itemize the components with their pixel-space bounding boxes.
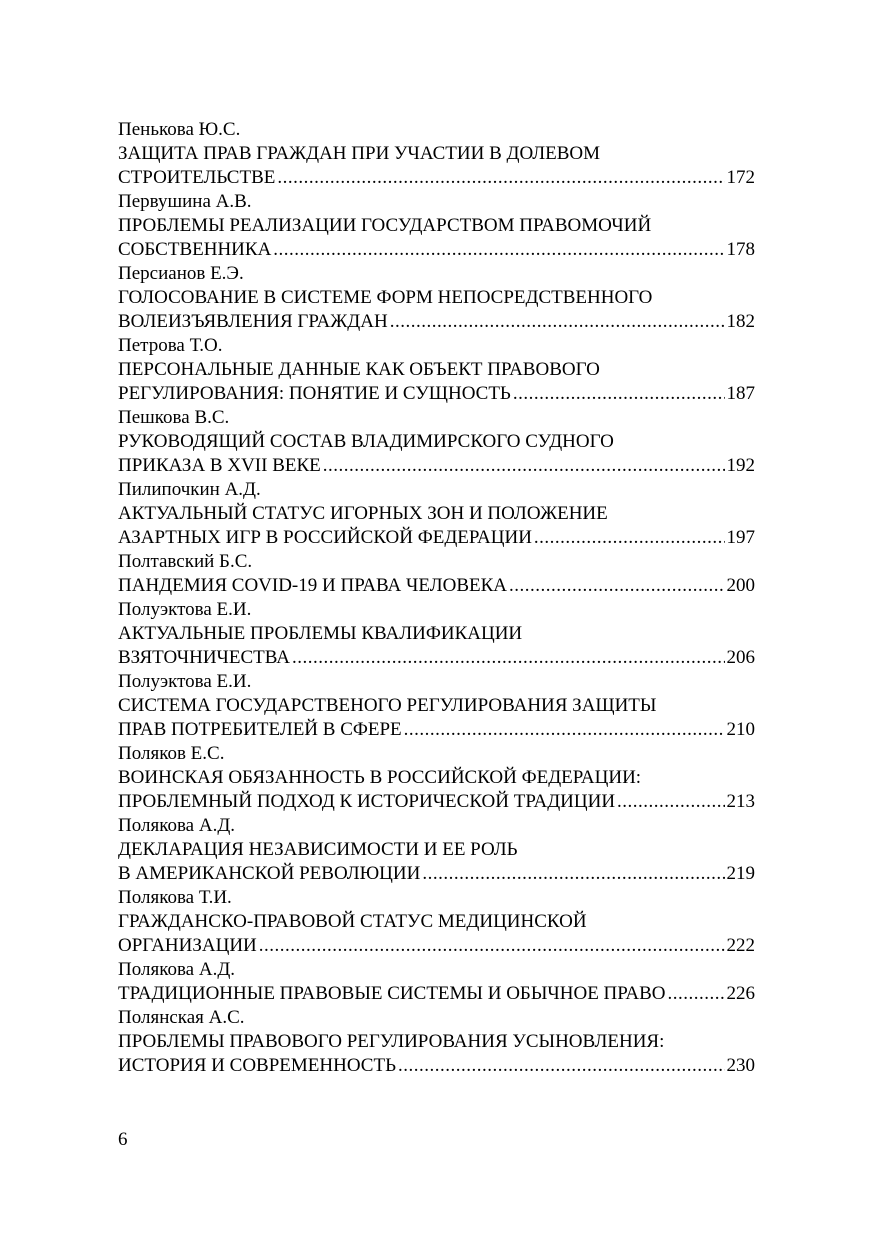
toc-entry-title-line: ЗАЩИТА ПРАВ ГРАЖДАН ПРИ УЧАСТИИ В ДОЛЕВОМ — [118, 143, 601, 164]
toc-entry-title-last-line — [118, 790, 755, 814]
toc-entry-title-last-line — [118, 862, 755, 886]
toc-entry[interactable] — [118, 886, 755, 958]
toc-entry-title-last-line — [118, 238, 755, 262]
toc-entry-page[interactable]: 226 — [726, 983, 755, 1004]
toc-entry-page[interactable]: 213 — [726, 791, 755, 812]
dot-leader — [534, 526, 725, 550]
toc-entry[interactable] — [118, 670, 755, 742]
dot-leader — [259, 934, 725, 958]
dot-leader — [668, 982, 725, 1006]
dot-leader — [617, 790, 724, 814]
toc-entry[interactable] — [118, 550, 755, 598]
toc-entry-page[interactable]: 187 — [726, 383, 755, 404]
toc-entry-title-text: СОБСТВЕННИКА — [118, 239, 272, 260]
toc-entry-author: Полтавский Б.С. — [118, 551, 253, 572]
dot-leader — [509, 574, 725, 598]
toc-entry-author: Пилипочкин А.Д. — [118, 479, 261, 500]
toc-entry-author: Пенькова Ю.С. — [118, 119, 241, 140]
dot-leader — [277, 166, 724, 190]
dot-leader — [273, 238, 724, 262]
toc-entry-title-text: РЕГУЛИРОВАНИЯ: ПОНЯТИЕ И СУЩНОСТЬ — [118, 383, 511, 404]
toc-entry-page[interactable]: 172 — [726, 167, 755, 188]
toc-entry-page[interactable]: 197 — [726, 527, 755, 548]
toc-entry-author: Поляков Е.С. — [118, 743, 225, 764]
toc-entry-page[interactable]: 210 — [726, 719, 755, 740]
toc-entry-page[interactable]: 230 — [726, 1055, 755, 1076]
toc-entry-title-last-line — [118, 574, 755, 598]
toc-entry-page[interactable]: 219 — [726, 863, 755, 884]
dot-leader — [404, 718, 725, 742]
toc-entry-author: Полякова А.Д. — [118, 815, 236, 836]
toc-entry-author: Полякова А.Д. — [118, 959, 236, 980]
toc-entry-title-line: ГОЛОСОВАНИЕ В СИСТЕМЕ ФОРМ НЕПОСРЕДСТВЕННОГО — [118, 287, 653, 308]
toc-entry-title-text: ИСТОРИЯ И СОВРЕМЕННОСТЬ — [118, 1055, 396, 1076]
toc-entry[interactable] — [118, 1006, 755, 1078]
toc-entry-author: Полуэктова Е.И. — [118, 671, 252, 692]
dot-leader — [398, 1054, 725, 1078]
toc-entry-title-line: АКТУАЛЬНЫЕ ПРОБЛЕМЫ КВАЛИФИКАЦИИ — [118, 623, 523, 644]
toc-entry-page[interactable]: 206 — [726, 647, 755, 668]
toc-entry[interactable] — [118, 334, 755, 406]
toc-entry[interactable] — [118, 406, 755, 478]
toc-entry[interactable] — [118, 478, 755, 550]
toc-entry-title-line: ПЕРСОНАЛЬНЫЕ ДАННЫЕ КАК ОБЪЕКТ ПРАВОВОГО — [118, 359, 600, 380]
toc-entry[interactable] — [118, 814, 755, 886]
dot-leader — [390, 310, 725, 334]
toc-entry[interactable] — [118, 118, 755, 190]
toc-entry-title-last-line — [118, 1054, 755, 1078]
toc-entry-title-text: ВОЛЕИЗЪЯВЛЕНИЯ ГРАЖДАН — [118, 311, 388, 332]
toc-entry[interactable] — [118, 190, 755, 262]
toc-entry-title-text: ТРАДИЦИОННЫЕ ПРАВОВЫЕ СИСТЕМЫ И ОБЫЧНОЕ ПРАВО — [118, 983, 666, 1004]
toc-entry-page[interactable]: 200 — [726, 575, 755, 596]
toc-entry-title-line: СИСТЕМА ГОСУДАРСТВЕНОГО РЕГУЛИРОВАНИЯ ЗАЩИТЫ — [118, 695, 657, 716]
dot-leader — [323, 454, 725, 478]
page-number: 6 — [118, 1129, 128, 1150]
toc-entry-title-text: ПРИКАЗА В XVII ВЕКЕ — [118, 455, 321, 476]
toc-entry[interactable] — [118, 958, 755, 1006]
toc-entry-page[interactable]: 222 — [726, 935, 755, 956]
toc-entry-title-line: ВОИНСКАЯ ОБЯЗАННОСТЬ В РОССИЙСКОЙ ФЕДЕРАЦИИ: — [118, 767, 642, 788]
toc-entry-title-text: ПАНДЕМИЯ COVID-19 И ПРАВА ЧЕЛОВЕКА — [118, 575, 507, 596]
toc-entry-title-last-line — [118, 646, 755, 670]
toc-entry-title-line: ПРОБЛЕМЫ ПРАВОВОГО РЕГУЛИРОВАНИЯ УСЫНОВЛЕНИЯ: — [118, 1031, 665, 1052]
toc-entry-title-line: РУКОВОДЯЩИЙ СОСТАВ ВЛАДИМИРСКОГО СУДНОГО — [118, 431, 614, 452]
toc-entry[interactable] — [118, 598, 755, 670]
dot-leader — [513, 382, 725, 406]
toc-entry-title-last-line — [118, 934, 755, 958]
dot-leader — [422, 862, 724, 886]
toc-entry-author: Полякова Т.И. — [118, 887, 232, 908]
toc-entry-author: Полуэктова Е.И. — [118, 599, 252, 620]
toc-entry-title-text: ОРГАНИЗАЦИИ — [118, 935, 257, 956]
toc-entry-title-last-line — [118, 310, 755, 334]
toc-entry-title-text: АЗАРТНЫХ ИГР В РОССИЙСКОЙ ФЕДЕРАЦИИ — [118, 527, 532, 548]
toc-entry-title-last-line — [118, 718, 755, 742]
toc-entry-author: Петрова Т.О. — [118, 335, 223, 356]
toc-entry-title-last-line — [118, 454, 755, 478]
toc-entry-page[interactable]: 178 — [726, 239, 755, 260]
toc-entry-author: Первушина А.В. — [118, 191, 252, 212]
toc-entry-title-last-line — [118, 982, 755, 1006]
toc-entry-title-last-line — [118, 166, 755, 190]
toc-entry-title-text: В АМЕРИКАНСКОЙ РЕВОЛЮЦИИ — [118, 863, 421, 884]
toc-entry[interactable] — [118, 742, 755, 814]
dot-leader — [292, 646, 725, 670]
toc-entry-title-last-line — [118, 526, 755, 550]
toc-entry-page[interactable]: 182 — [726, 311, 755, 332]
toc-entry-title-line: ПРОБЛЕМЫ РЕАЛИЗАЦИИ ГОСУДАРСТВОМ ПРАВОМОЧИЙ — [118, 215, 652, 236]
toc-entry-title-line: ГРАЖДАНСКО-ПРАВОВОЙ СТАТУС МЕДИЦИНСКОЙ — [118, 911, 587, 932]
toc-entry-author: Персианов Е.Э. — [118, 263, 244, 284]
toc-entry-page[interactable]: 192 — [726, 455, 755, 476]
table-of-contents — [118, 118, 755, 1078]
toc-entry-title-text: ПРАВ ПОТРЕБИТЕЛЕЙ В СФЕРЕ — [118, 719, 402, 740]
toc-entry-title-line: АКТУАЛЬНЫЙ СТАТУС ИГОРНЫХ ЗОН И ПОЛОЖЕНИЕ — [118, 503, 608, 524]
toc-entry-title-text: ПРОБЛЕМНЫЙ ПОДХОД К ИСТОРИЧЕСКОЙ ТРАДИЦИИ — [118, 791, 616, 812]
toc-entry-title-text: ВЗЯТОЧНИЧЕСТВА — [118, 647, 290, 668]
toc-entry-author: Полянская А.С. — [118, 1007, 245, 1028]
toc-entry-title-line: ДЕКЛАРАЦИЯ НЕЗАВИСИМОСТИ И ЕЕ РОЛЬ — [118, 839, 518, 860]
toc-entry-title-text: СТРОИТЕЛЬСТВЕ — [118, 167, 276, 188]
toc-entry-title-last-line — [118, 382, 755, 406]
toc-entry-author: Пешкова В.С. — [118, 407, 230, 428]
toc-entry[interactable] — [118, 262, 755, 334]
